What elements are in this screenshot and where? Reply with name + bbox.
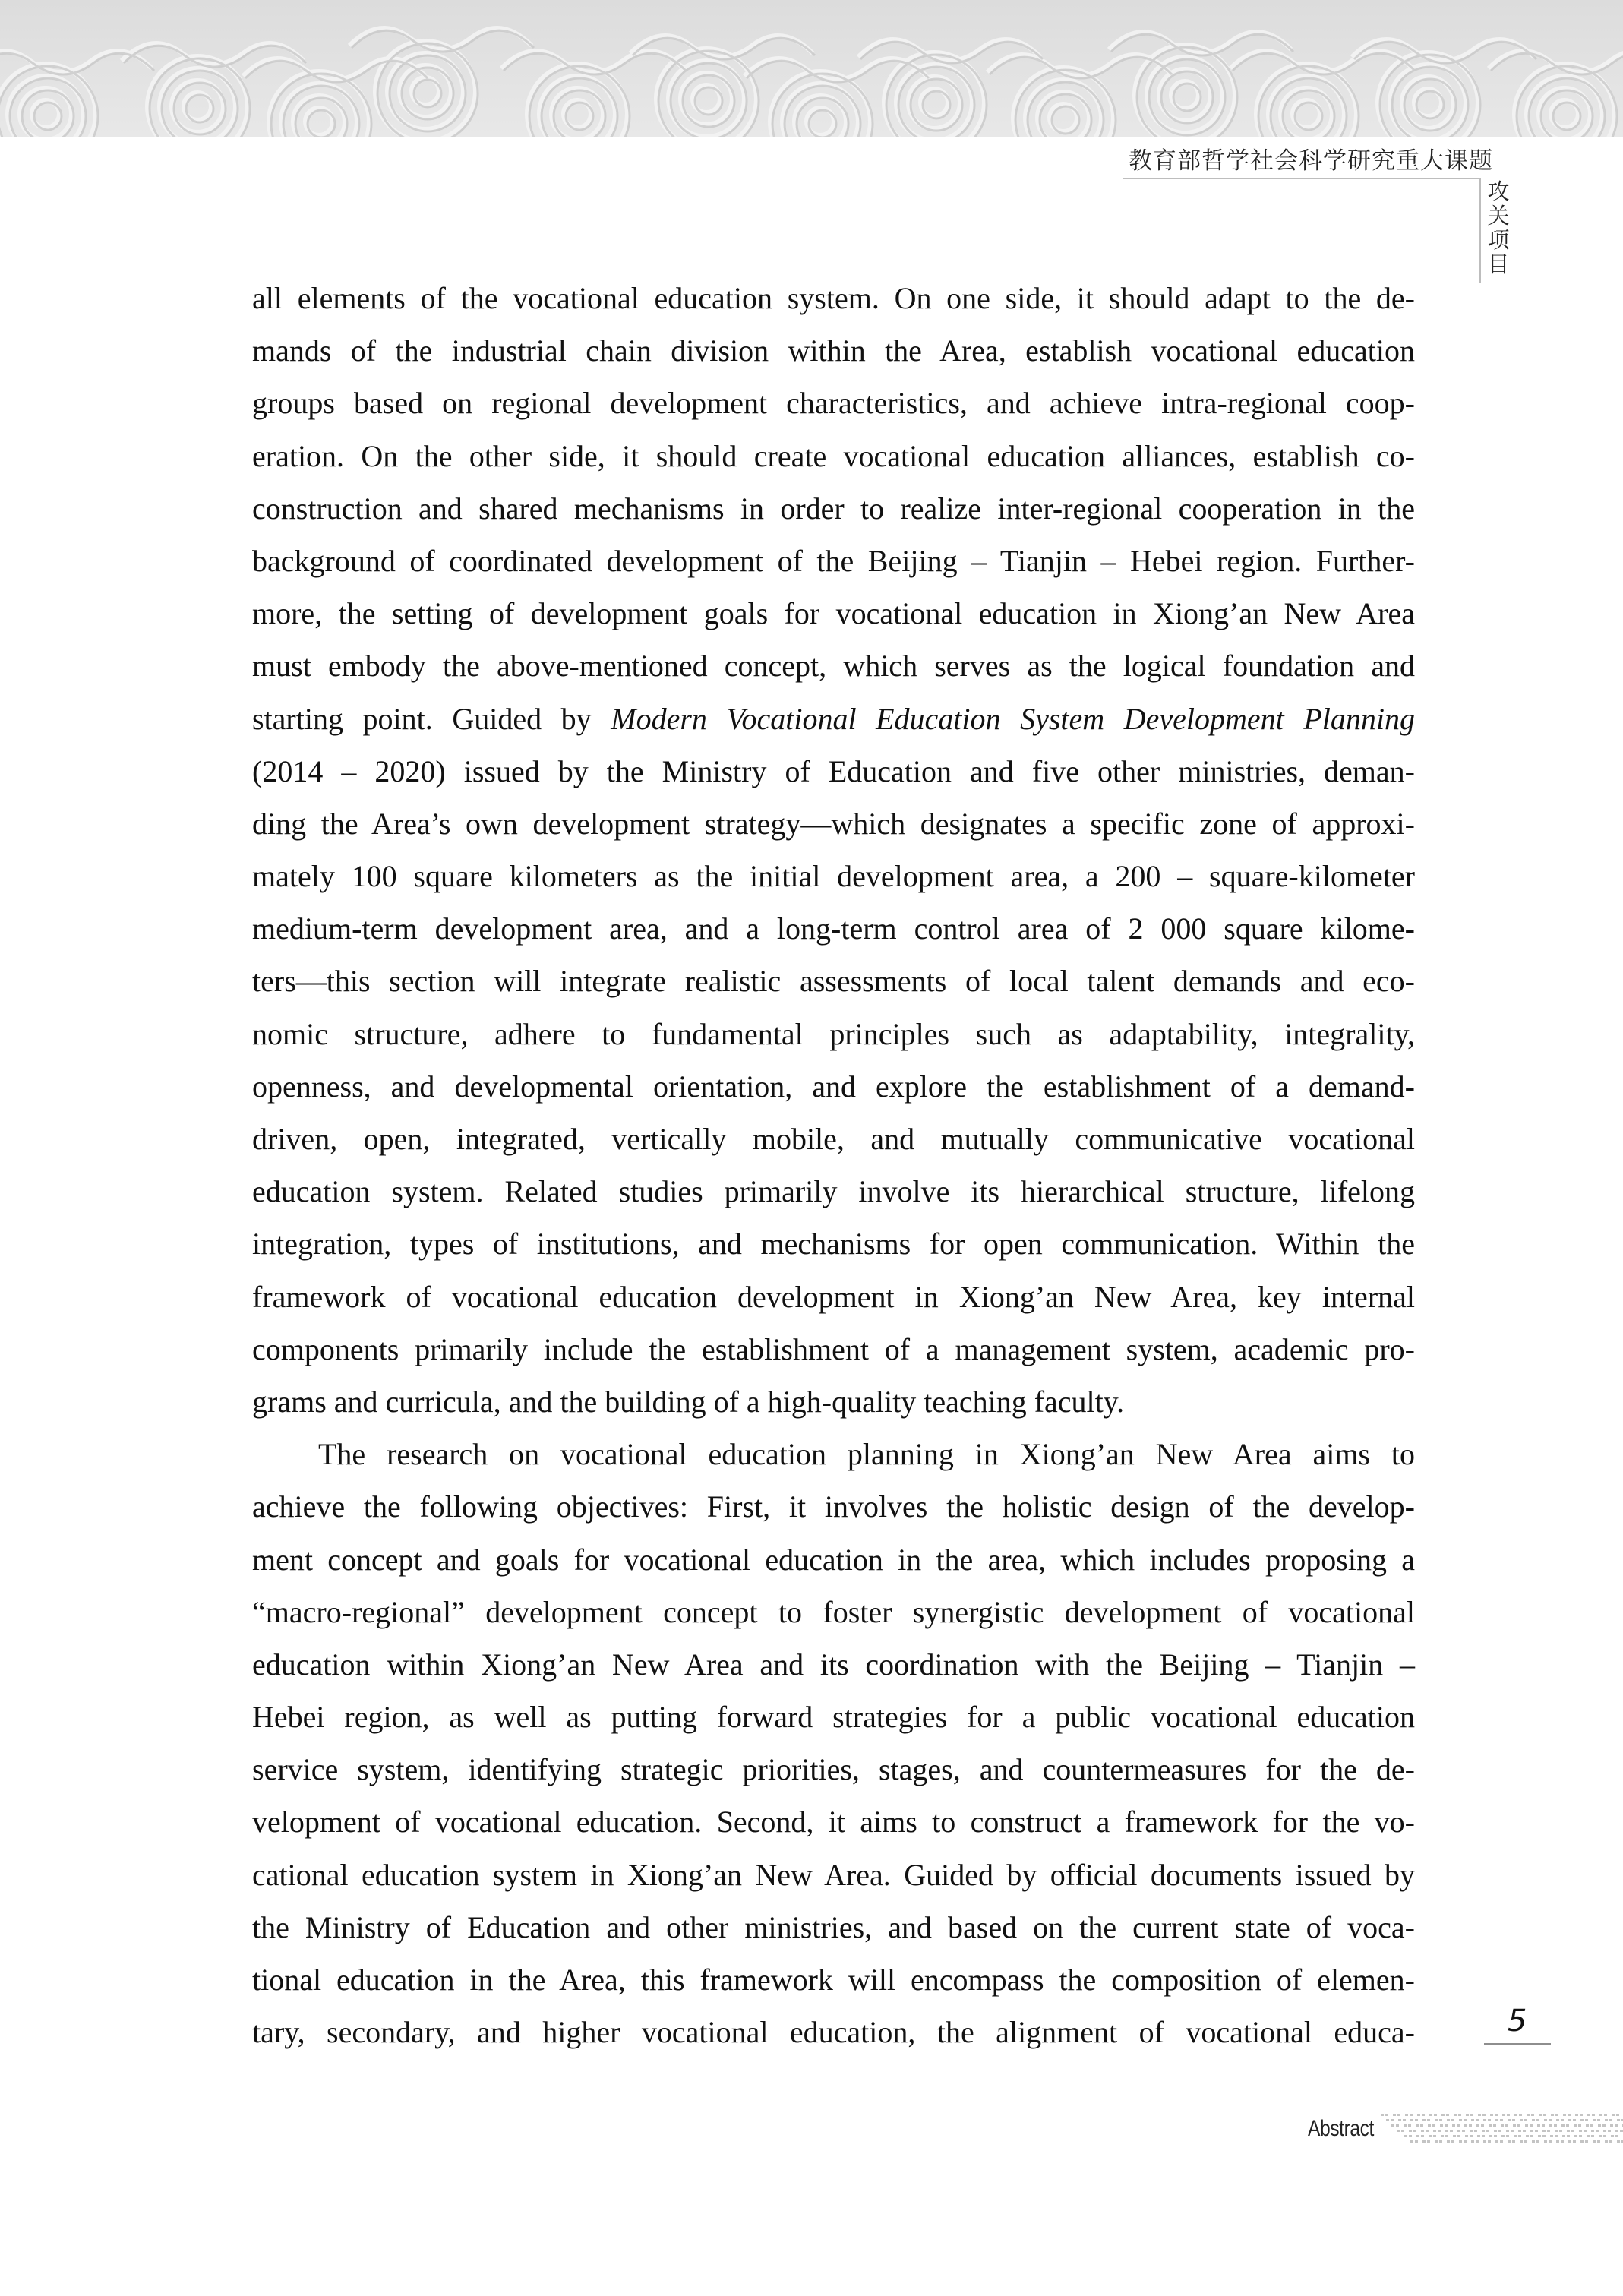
vertical-label-char: 目	[1487, 251, 1510, 277]
text-line: background of coordinated development of the Beijing – Tianjin – Hebei region. Further-	[252, 543, 1415, 578]
text-line: “macro-regional” development concept to foster synergistic development of vocational	[252, 1594, 1415, 1629]
running-head: 教育部哲学社会科学研究重大课题	[1129, 147, 1493, 175]
text-line: components primarily include the establishment of a management system, academic pro-	[252, 1331, 1415, 1366]
vertical-section-label	[1486, 179, 1511, 276]
text-line: construction and shared mechanisms in order to realize inter-regional cooperation in the	[252, 491, 1415, 526]
text-line: eration. On the other side, it should create vocational education alliances, establish co-	[252, 438, 1415, 473]
text-line: all elements of the vocational education system. On one side, it should adapt to the de-	[252, 281, 1415, 315]
document-title: Modern Vocational Education System Development Planning	[611, 701, 1415, 736]
decorative-dot-pattern	[1381, 2114, 1623, 2143]
vertical-label-char: 攻	[1487, 178, 1510, 204]
text-line: tary, secondary, and higher vocational education, the alignment of vocational educa-	[252, 2015, 1415, 2050]
text-line: driven, open, integrated, vertically mobile, and mutually communicative vocational	[252, 1122, 1415, 1156]
page-number: 5	[1508, 2004, 1527, 2039]
vertical-label-char: 项	[1487, 227, 1510, 253]
text-line: ding the Area’s own development strategy—which designates a specific zone of approxi-	[252, 806, 1415, 841]
cloud-pattern-icon	[0, 0, 1623, 137]
text-line: groups based on regional development characteristics, and achieve intra-regional coop-	[252, 386, 1415, 421]
text-line: framework of vocational education development in Xiong’an New Area, key internal	[252, 1279, 1415, 1314]
abstract-body	[252, 272, 1415, 2058]
text-line: velopment of vocational education. Second, it aims to construct a framework for the vo-	[252, 1805, 1415, 1840]
text-line-with-title	[252, 693, 1415, 745]
text-fragment: starting point. Guided by	[252, 701, 592, 736]
text-line: must embody the above-mentioned concept, which serves as the logical foundation and	[252, 649, 1415, 684]
text-line: mands of the industrial chain division within the Area, establish vocational education	[252, 333, 1415, 368]
text-line: openness, and developmental orientation, and explore the establishment of a demand-	[252, 1069, 1415, 1104]
header-vertical-rule	[1479, 178, 1481, 283]
text-line: ment concept and goals for vocational education in the area, which includes proposing a	[252, 1542, 1415, 1577]
text-line: more, the setting of development goals for vocational education in Xiong’an New Area	[252, 596, 1415, 631]
text-line: service system, identifying strategic priorities, stages, and countermeasures for the de-	[252, 1752, 1415, 1787]
text-line: The research on vocational education planning in Xiong’an New Area aims to	[318, 1437, 1415, 1472]
text-line: ters—this section will integrate realistic assessments of local talent demands and eco-	[252, 964, 1415, 999]
text-line: achieve the following objectives: First, it involves the holistic design of the develop-	[252, 1489, 1415, 1524]
text-line: medium-term development area, and a long-term control area of 2 000 square kilome-	[252, 911, 1415, 946]
text-line: Hebei region, as well as putting forward strategies for a public vocational education	[252, 1700, 1415, 1735]
text-line: education system. Related studies primarily involve its hierarchical structure, lifelong	[252, 1174, 1415, 1209]
text-line: grams and curricula, and the building of a high-quality teaching faculty.	[252, 1384, 1125, 1419]
decorative-cloud-banner	[0, 0, 1623, 137]
paragraph-1	[252, 272, 1415, 1428]
text-line: mately 100 square kilometers as the initial development area, a 200 – square-kilometer	[252, 859, 1415, 894]
text-line: tional education in the Area, this framework will encompass the composition of elemen-	[252, 1963, 1415, 1997]
text-line: nomic structure, adhere to fundamental principles such as adaptability, integrality,	[252, 1016, 1415, 1051]
vertical-label-char: 关	[1487, 203, 1510, 229]
text-line: (2014 – 2020) issued by the Ministry of Education and five other ministries, deman-	[252, 753, 1415, 788]
page-number-rule	[1484, 2043, 1551, 2045]
section-label: Abstract	[1308, 2116, 1374, 2141]
text-line: education within Xiong’an New Area and its coordination with the Beijing – Tianjin –	[252, 1647, 1415, 1682]
text-line: the Ministry of Education and other ministries, and based on the current state of voca-	[252, 1909, 1415, 1944]
text-line: integration, types of institutions, and mechanisms for open communication. Within the	[252, 1227, 1415, 1262]
header-rule	[1123, 178, 1479, 179]
text-line: cational education system in Xiong’an New Area. Guided by official documents issued by	[252, 1857, 1415, 1892]
paragraph-2	[252, 1428, 1415, 2058]
